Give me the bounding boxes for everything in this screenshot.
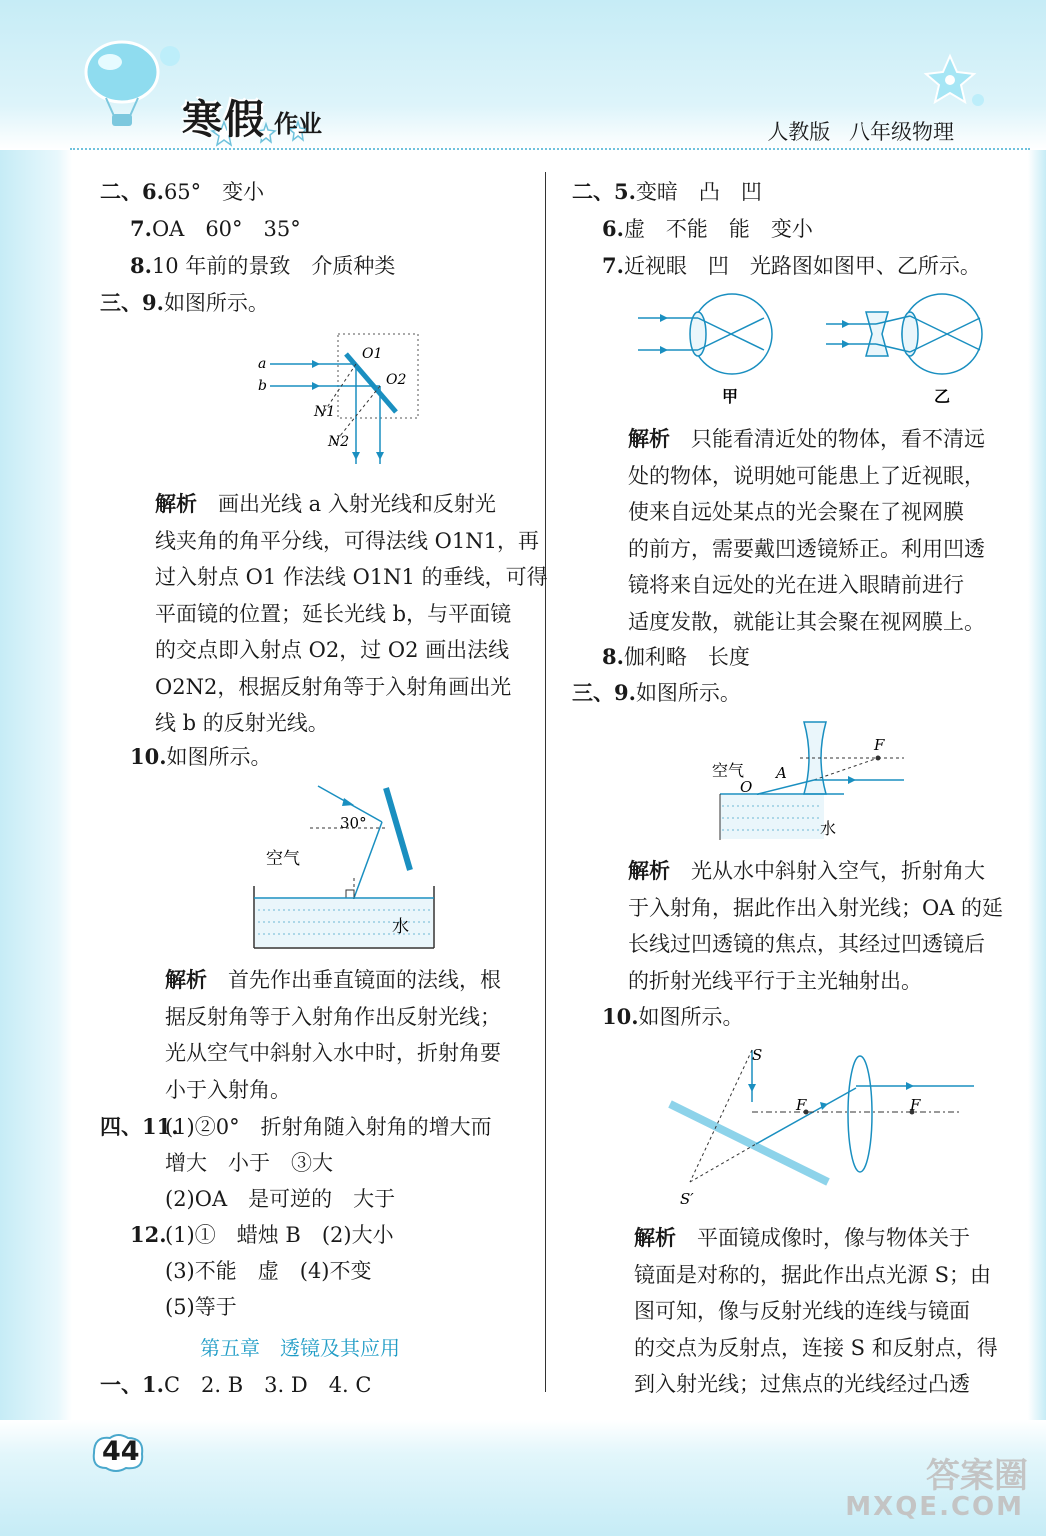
balloon-icon [70, 32, 190, 132]
page-number: 44 [102, 1436, 140, 1467]
label-f1: F [796, 1096, 807, 1114]
answer-1-1: 一、1.C 2. B 3. D 4. C [100, 1372, 372, 1397]
label-o1: O1 [362, 346, 383, 362]
label-s-prime: S′ [680, 1190, 694, 1208]
answer-2-6: 二、6.65° 变小 [100, 179, 265, 204]
label-jia: 甲 [722, 387, 739, 406]
label-yi: 乙 [934, 387, 951, 406]
label-a: a [258, 356, 267, 372]
figure-eye-diagrams [630, 290, 1000, 408]
answer-r-2-5: 二、5.变暗 凸 凹 [572, 179, 762, 204]
label-o: O [740, 778, 753, 796]
label-f2: F [910, 1096, 921, 1114]
analysis-3-9: 解析 画出光线 a 入射光线和反射光 线夹角的角平分线，可得法线 O1N1，再 过入射点 O1 作法线 O1N1 的垂线，可得 平面镜的位置；延长光线 b，与平面镜 的交点即入射点 O2，过 O2 画出法线 O2N2，根据反射角等于入射角画出光 线 b 的反射光线。 [155, 491, 548, 735]
book-title: 寒假 [182, 97, 266, 143]
answer-4-11-line2: 增大 小于 ③大 [165, 1151, 333, 1175]
answer-12-line1: (1)① 蜡烛 B (2)大小 [165, 1223, 394, 1247]
watermark-logo: 答案圈 [926, 1456, 1028, 1496]
answer-4-11-line3: (2)OA 是可逆的 大于 [165, 1187, 396, 1211]
label-n1: N1 [314, 404, 336, 420]
figure-mirror-reflection [250, 328, 430, 470]
answer-7: 7.OA 60° 35° [130, 216, 301, 241]
book-subtitle: 作业 [274, 110, 322, 138]
analysis-r-7: 解析 只能看清近处的物体，看不清远 处的物体，说明她可能患上了近视眼， 使来自远处某点的光会聚在了视网膜 的前方，需要戴凹透镜矫正。利用凹透 镜将来自远处的光在进入眼睛前进行 适度发散，就能让其会聚在视网膜上。 [628, 426, 985, 634]
label-o2: O2 [386, 372, 407, 388]
figure-concave-lens [708, 718, 908, 846]
grade-label: 八年级物理 [849, 120, 954, 144]
left-margin-band [0, 150, 72, 1440]
star-flower-icon [920, 52, 990, 112]
answer-12-line3: (5)等于 [165, 1295, 237, 1319]
header-info [755, 116, 954, 146]
answer-3-9: 三、9.如图所示。 [100, 290, 269, 315]
answer-r-3-9: 三、9.如图所示。 [572, 680, 741, 705]
header-dotted-line [70, 148, 1030, 150]
answer-10: 10.如图所示。 [130, 744, 272, 769]
watermark-url: MXQE.COM [845, 1492, 1024, 1522]
label-n2: N2 [328, 434, 350, 450]
label-water: 水 [820, 819, 837, 838]
label-air: 空气 [712, 761, 745, 780]
analysis-10: 解析 首先作出垂直镜面的法线，根 据反射角等于入射角作出反射光线； 光从空气中斜射入水中时，折射角要 小于入射角。 [165, 967, 501, 1102]
answer-12-line2: (3)不能 虚 (4)不变 [165, 1259, 372, 1283]
label-water: 水 [392, 917, 409, 937]
label-air: 空气 [266, 849, 300, 869]
answer-12-num: 12. [130, 1222, 167, 1247]
analysis-r-9: 解析 光从水中斜射入空气，折射角大 于入射角，据此作出入射光线；OA 的延 长线过凹透镜的焦点，其经过凹透镜后 的折射光线平行于主光轴射出。 [628, 858, 1004, 993]
answer-4-11-line1: (1)②0° 折射角随入射角的增大而 [165, 1115, 492, 1139]
answer-r-8: 8.伽利略 长度 [602, 644, 750, 669]
column-divider [545, 172, 546, 1392]
edition-label: 人教版 [767, 120, 831, 144]
answer-8: 8.10 年前的景致 介质种类 [130, 253, 396, 278]
label-30deg: 30° [340, 814, 367, 832]
label-b: b [258, 378, 267, 394]
label-f: F [874, 736, 885, 754]
chapter-heading: 第五章 透镜及其应用 [200, 1336, 400, 1360]
analysis-r-10: 解析 平面镜成像时，像与物体关于 镜面是对称的，据此作出点光源 S；由 图可知，像与反射光线的连线与镜面 的交点为反射点，连接 S 和反射点，得 到入射光线；过焦点的光线经过凸透 [634, 1225, 998, 1396]
label-a: A [776, 764, 787, 782]
figure-mirror-water [248, 778, 448, 953]
answer-r-6: 6.虚 不能 能 变小 [602, 216, 813, 241]
answer-r-7: 7.近视眼 凹 光路图如图甲、乙所示。 [602, 253, 981, 278]
figure-mirror-convex-lens [660, 1040, 980, 1212]
answer-4-11-num: 四、11. [100, 1114, 179, 1139]
right-margin-band [1028, 150, 1046, 1440]
answer-r-10: 10.如图所示。 [602, 1004, 744, 1029]
label-s: S [752, 1046, 763, 1064]
